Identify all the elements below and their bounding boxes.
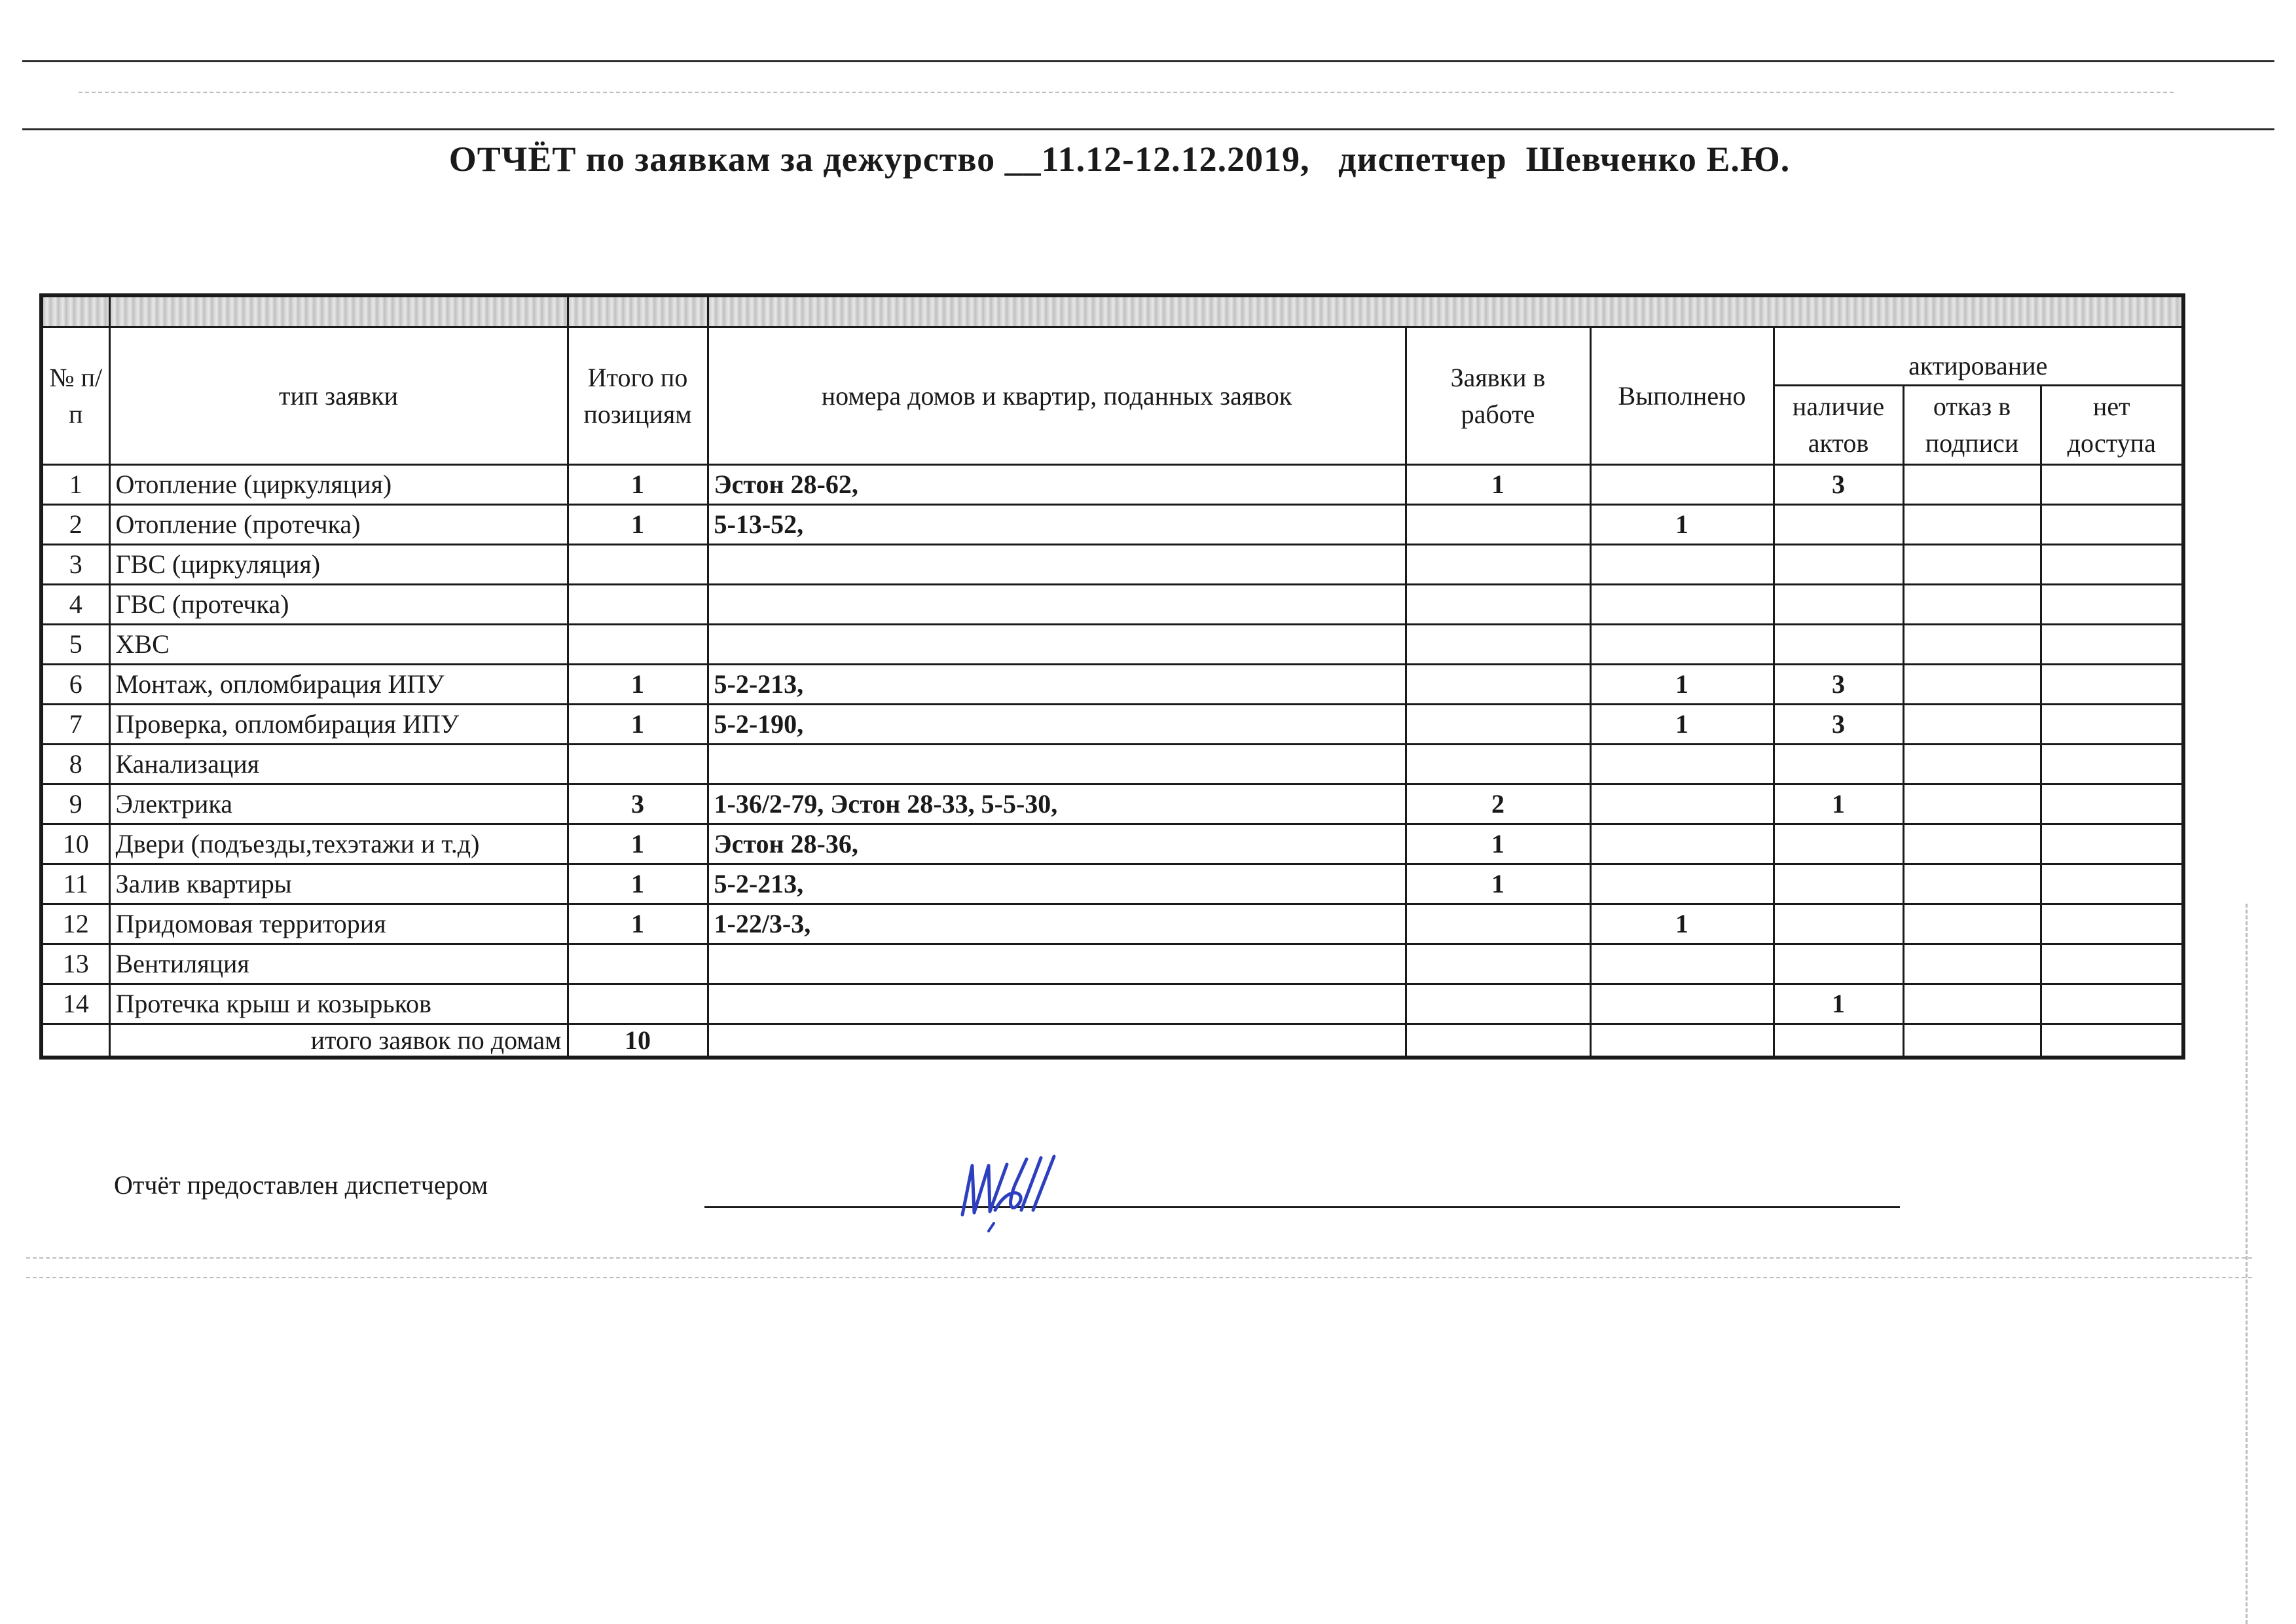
row-addresses: 5-2-213,	[708, 665, 1406, 705]
row-acts-present: 3	[1774, 465, 1903, 505]
header-done: Выполнено	[1590, 327, 1774, 465]
report-table	[39, 293, 2185, 1060]
row-in-work	[1406, 984, 1590, 1024]
row-addresses: 5-13-52,	[708, 505, 1406, 545]
row-in-work	[1406, 545, 1590, 585]
row-addresses	[708, 585, 1406, 625]
row-no-access	[2041, 705, 2183, 745]
row-in-work: 1	[1406, 824, 1590, 864]
row-refused	[1903, 705, 2041, 745]
table-row	[41, 505, 2183, 545]
row-refused	[1903, 745, 2041, 784]
row-refused	[1903, 864, 2041, 904]
table-row	[41, 465, 2183, 505]
header-addresses: номера домов и квартир, поданных заявок	[708, 327, 1406, 465]
row-no-access	[2041, 665, 2183, 705]
row-refused	[1903, 505, 2041, 545]
row-no-access	[2041, 944, 2183, 984]
row-type: Монтаж, опломбирация ИПУ	[109, 665, 568, 705]
row-no-access	[2041, 545, 2183, 585]
row-num: 14	[41, 984, 109, 1024]
table-row	[41, 944, 2183, 984]
row-done	[1590, 864, 1774, 904]
row-acts-present: 1	[1774, 784, 1903, 824]
row-num: 12	[41, 904, 109, 944]
row-num: 2	[41, 505, 109, 545]
totals-row	[41, 1024, 2183, 1058]
row-refused	[1903, 665, 2041, 705]
row-refused	[1903, 904, 2041, 944]
row-type: Придомовая территория	[109, 904, 568, 944]
row-total: 1	[568, 864, 708, 904]
row-acts-present: 1	[1774, 984, 1903, 1024]
row-done: 1	[1590, 705, 1774, 745]
row-num: 1	[41, 465, 109, 505]
row-acts-present	[1774, 864, 1903, 904]
row-acts-present	[1774, 824, 1903, 864]
row-no-access	[2041, 465, 2183, 505]
row-acts-present	[1774, 585, 1903, 625]
row-in-work: 2	[1406, 784, 1590, 824]
row-in-work	[1406, 625, 1590, 665]
row-addresses: Эстон 28-36,	[708, 824, 1406, 864]
row-refused	[1903, 585, 2041, 625]
row-no-access	[2041, 824, 2183, 864]
row-acts-present: 3	[1774, 705, 1903, 745]
row-no-access	[2041, 904, 2183, 944]
row-type: Отопление (циркуляция)	[109, 465, 568, 505]
row-done	[1590, 784, 1774, 824]
row-acts-present	[1774, 944, 1903, 984]
header-num: № п/п	[41, 327, 109, 465]
row-refused	[1903, 545, 2041, 585]
table-row	[41, 824, 2183, 864]
row-done	[1590, 944, 1774, 984]
header-acts-present: наличие актов	[1774, 386, 1903, 465]
row-total: 1	[568, 505, 708, 545]
handwritten-signature	[949, 1139, 1080, 1238]
top-border-line-2	[22, 128, 2274, 130]
row-refused	[1903, 625, 2041, 665]
document-title: ОТЧЁТ по заявкам за дежурство __11.12-12.12.2019, диспетчер Шевченко Е.Ю.	[448, 139, 1791, 179]
row-done	[1590, 545, 1774, 585]
table-row	[41, 864, 2183, 904]
table-row	[41, 984, 2183, 1024]
row-total	[568, 625, 708, 665]
row-addresses	[708, 745, 1406, 784]
row-done	[1590, 824, 1774, 864]
row-addresses: Эстон 28-62,	[708, 465, 1406, 505]
row-addresses	[708, 984, 1406, 1024]
header-acting: актирование	[1774, 327, 2183, 386]
row-in-work: 1	[1406, 465, 1590, 505]
row-no-access	[2041, 784, 2183, 824]
row-total	[568, 545, 708, 585]
row-no-access	[2041, 864, 2183, 904]
totals-label: итого заявок по домам	[109, 1024, 568, 1058]
table-row	[41, 585, 2183, 625]
header-row	[41, 327, 2183, 386]
row-num: 6	[41, 665, 109, 705]
row-total: 1	[568, 665, 708, 705]
row-acts-present: 3	[1774, 665, 1903, 705]
signature-line	[704, 1206, 1900, 1208]
row-addresses: 1-36/2-79, Эстон 28-33, 5-5-30,	[708, 784, 1406, 824]
row-refused	[1903, 465, 2041, 505]
scan-noise	[26, 1277, 2252, 1278]
row-total	[568, 984, 708, 1024]
row-num: 13	[41, 944, 109, 984]
page-edge	[2246, 904, 2248, 1624]
header-in-work: Заявки в работе	[1406, 327, 1590, 465]
row-num: 5	[41, 625, 109, 665]
row-done: 1	[1590, 505, 1774, 545]
table-row	[41, 665, 2183, 705]
top-border-line-1	[22, 60, 2274, 62]
table-row	[41, 904, 2183, 944]
row-addresses: 1-22/3-3,	[708, 904, 1406, 944]
row-in-work	[1406, 665, 1590, 705]
row-in-work	[1406, 745, 1590, 784]
row-total	[568, 585, 708, 625]
row-refused	[1903, 984, 2041, 1024]
header-type: тип заявки	[109, 327, 568, 465]
row-addresses: 5-2-190,	[708, 705, 1406, 745]
totals-value: 10	[568, 1024, 708, 1058]
row-type: Проверка, опломбирация ИПУ	[109, 705, 568, 745]
row-done	[1590, 465, 1774, 505]
signature-label: Отчёт предоставлен диспетчером	[114, 1170, 488, 1200]
row-type: Отопление (протечка)	[109, 505, 568, 545]
table-row	[41, 625, 2183, 665]
row-num: 9	[41, 784, 109, 824]
row-type: ГВС (протечка)	[109, 585, 568, 625]
row-total: 3	[568, 784, 708, 824]
row-num: 11	[41, 864, 109, 904]
row-num: 8	[41, 745, 109, 784]
row-type: Протечка крыш и козырьков	[109, 984, 568, 1024]
header-grey-strip	[41, 295, 2183, 327]
table-row	[41, 745, 2183, 784]
row-in-work	[1406, 705, 1590, 745]
row-type: Электрика	[109, 784, 568, 824]
table-row	[41, 784, 2183, 824]
row-no-access	[2041, 585, 2183, 625]
row-acts-present	[1774, 904, 1903, 944]
scan-noise	[79, 92, 2174, 93]
table-row	[41, 545, 2183, 585]
row-acts-present	[1774, 745, 1903, 784]
row-done: 1	[1590, 904, 1774, 944]
row-addresses	[708, 545, 1406, 585]
row-type: Канализация	[109, 745, 568, 784]
row-refused	[1903, 784, 2041, 824]
row-done	[1590, 984, 1774, 1024]
row-acts-present	[1774, 545, 1903, 585]
row-total: 1	[568, 705, 708, 745]
row-total	[568, 745, 708, 784]
row-acts-present	[1774, 505, 1903, 545]
row-no-access	[2041, 745, 2183, 784]
row-refused	[1903, 944, 2041, 984]
row-done: 1	[1590, 665, 1774, 705]
scan-noise	[26, 1257, 2252, 1259]
table-row	[41, 705, 2183, 745]
row-type: Залив квартиры	[109, 864, 568, 904]
row-no-access	[2041, 984, 2183, 1024]
row-type: Вентиляция	[109, 944, 568, 984]
row-num: 3	[41, 545, 109, 585]
row-in-work	[1406, 585, 1590, 625]
row-done	[1590, 625, 1774, 665]
row-in-work	[1406, 904, 1590, 944]
row-in-work: 1	[1406, 864, 1590, 904]
row-no-access	[2041, 505, 2183, 545]
row-refused	[1903, 824, 2041, 864]
row-type: ГВС (циркуляция)	[109, 545, 568, 585]
row-addresses	[708, 944, 1406, 984]
row-total	[568, 944, 708, 984]
row-in-work	[1406, 944, 1590, 984]
row-type: Двери (подъезды,техэтажи и т.д)	[109, 824, 568, 864]
table-body	[41, 465, 2183, 1024]
header-refused: отказ в подписи	[1903, 386, 2041, 465]
row-num: 7	[41, 705, 109, 745]
row-no-access	[2041, 625, 2183, 665]
row-num: 4	[41, 585, 109, 625]
row-total: 1	[568, 904, 708, 944]
row-total: 1	[568, 824, 708, 864]
row-done	[1590, 585, 1774, 625]
row-addresses	[708, 625, 1406, 665]
row-num: 10	[41, 824, 109, 864]
row-in-work	[1406, 505, 1590, 545]
row-addresses: 5-2-213,	[708, 864, 1406, 904]
row-done	[1590, 745, 1774, 784]
header-no-access: нет доступа	[2041, 386, 2183, 465]
header-total: Итого по позициям	[568, 327, 708, 465]
row-type: ХВС	[109, 625, 568, 665]
row-acts-present	[1774, 625, 1903, 665]
row-total: 1	[568, 465, 708, 505]
